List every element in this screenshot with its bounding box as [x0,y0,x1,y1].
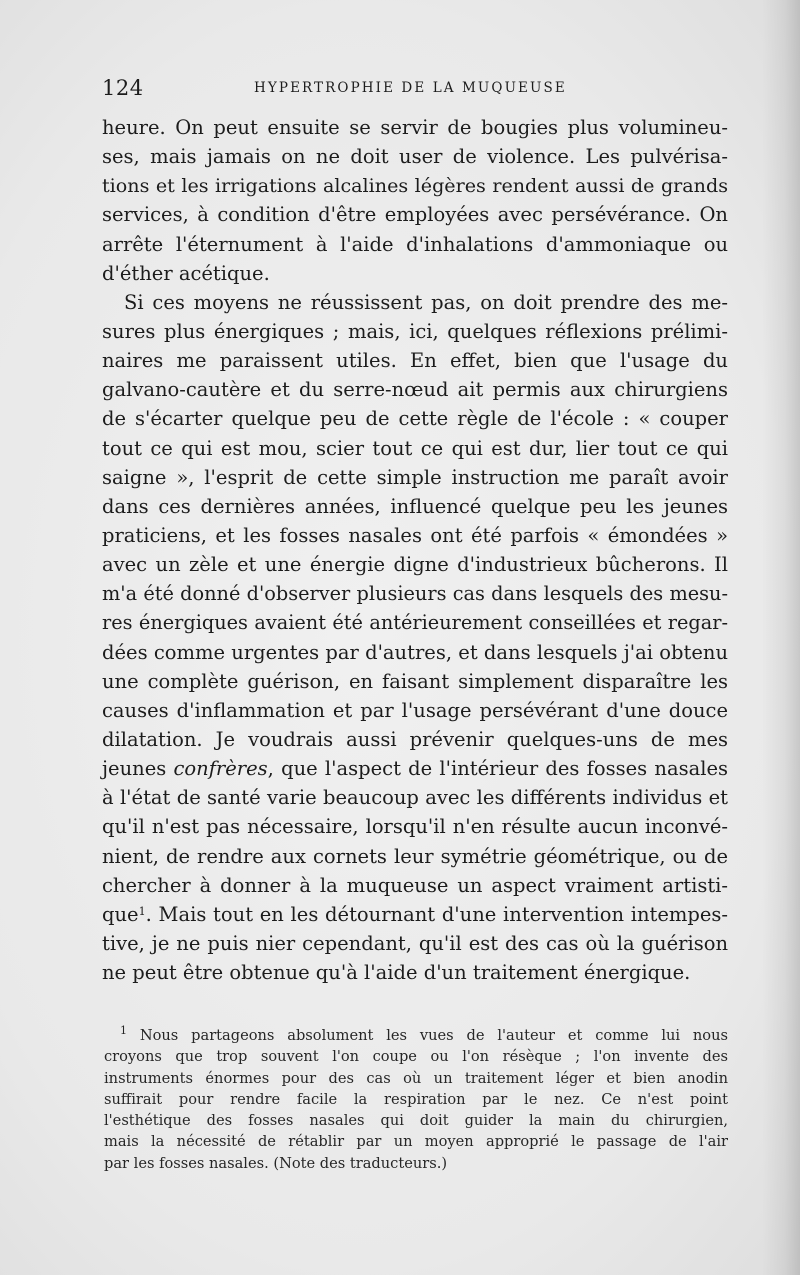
text-line: res énergiques avaient été antérieurement conseillées et regar- [102,611,728,635]
text-line: naires me paraissent utiles. En effet, bien que l'usage du [102,349,728,373]
text-line: arrête l'éternument à l'aide d'inhalations d'ammoniaque ou [102,232,728,256]
spine-shadow [762,0,800,1275]
text-line: services, à condition d'être employées avec persévérance. On [102,203,728,227]
text-line: avec un zèle et une énergie digne d'industrieux bûcherons. Il [102,553,728,577]
text-line: ne peut être obtenue qu'à l'aide d'un traitement énergique. [102,961,691,985]
text-line: tive, je ne puis nier cependant, qu'il est des cas où la guérison [102,931,728,955]
footnote-line [104,1025,728,1046]
text-fragment: , que l'aspect de l'intérieur des fosses nasales [267,757,728,781]
text-line [102,754,728,783]
text-line: tout ce qui est mou, scier tout ce qui est dur, lier tout ce qui [102,436,728,460]
footnote-line: par les fosses nasales. (Note des traducteurs.) [104,1154,448,1172]
text-line: galvano-cautère et du serre-nœud ait permis aux chirurgiens [102,378,728,402]
text-line: ses, mais jamais on ne doit user de violence. Les pulvérisa- [102,145,728,169]
text-line: praticiens, et les fosses nasales ont été parfois « émondées » [102,523,728,547]
footnote-line: suffirait pour rendre facile la respiration par le nez. Ce n'est point [104,1090,728,1108]
footnote [104,1025,728,1174]
text-line: Si ces moyens ne réussissent pas, on doit prendre des me- [124,290,728,314]
page-number: 124 [102,76,144,100]
text-fragment: que [102,902,139,926]
footnote-line: croyons que trop souvent l'on coupe ou l'on résèque ; l'on invente des [104,1048,728,1066]
text-line: sures plus énergiques ; mais, ici, quelques réflexions prélimi- [102,319,728,343]
text-fragment: . Mais tout en les détournant d'une intervention intempes- [145,902,728,926]
page-header [102,76,730,100]
footnote-line: instruments énormes pour des cas où un traitement léger et bien anodin [104,1069,728,1087]
footnote-line: mais la nécessité de rétablir par un moyen approprié le passage de l'air [104,1133,728,1151]
text-line: m'a été donné d'observer plusieurs cas dans lesquels des mesu- [102,582,728,606]
text-line: dilatation. Je voudrais aussi prévenir quelques-uns de mes [102,727,728,751]
text-line: qu'il n'est pas nécessaire, lorsqu'il n'en résulte aucun inconvé- [102,815,728,839]
text-line: tions et les irrigations alcalines légères rendent aussi de grands [102,174,728,198]
text-line: dans ces dernières années, influencé quelque peu les jeunes [102,494,728,518]
text-line: nient, de rendre aux cornets leur symétrie géométrique, ou de [102,844,728,868]
footnote-line: l'esthétique des fosses nasales qui doit guider la main du chirurgien, [104,1112,728,1130]
text-line: une complète guérison, en faisant simplement disparaître les [102,669,728,693]
italic-word: confrères [173,757,268,781]
text-line: heure. On peut ensuite se servir de bougies plus volumineu- [102,116,728,139]
text-line [102,900,728,929]
text-fragment: Nous partageons absolument les vues de l'auteur et comme lui nous [127,1027,728,1044]
text-fragment: jeunes [102,757,174,781]
text-line: causes d'inflammation et par l'usage persévérant d'une douce [102,698,728,722]
text-line: de s'écarter quelque peu de cette règle de l'école : « couper [102,407,728,431]
text-line: chercher à donner à la muqueuse un aspect vraiment artisti- [102,873,728,897]
footnote-reference: 1 [138,904,146,918]
text-line: saigne », l'esprit de cette simple instruction me paraît avoir [102,465,728,489]
footnote-marker: 1 [120,1024,127,1037]
text-line: d'éther acétique. [102,261,270,285]
body-text [102,113,728,987]
text-line: à l'état de santé varie beaucoup avec les différents individus et [102,786,728,810]
text-line: dées comme urgentes par d'autres, et dans lesquels j'ai obtenu [102,640,728,664]
running-title: HYPERTROPHIE DE LA MUQUEUSE [254,80,567,96]
